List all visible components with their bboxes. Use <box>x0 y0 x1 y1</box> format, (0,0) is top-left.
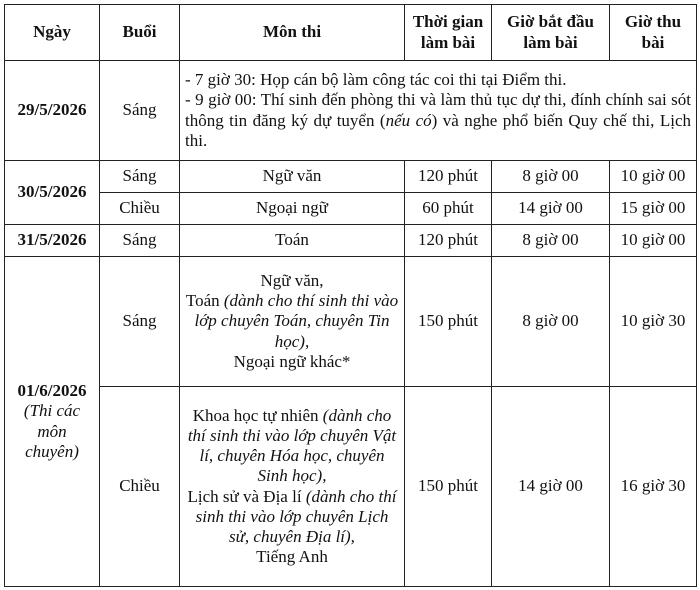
subject-text: Toán <box>185 291 224 311</box>
subject-note: (dành cho thí sinh thi vào lớp chuyên Toán, chuyên Tin học), <box>194 291 399 351</box>
instruction-italic: nếu có <box>385 110 432 130</box>
duration-cell: 120 phút <box>405 161 492 193</box>
subject-note: (dành cho thí sinh thi vào lớp chuyên Vật lí, chuyên Hóa học, chuyên Sinh học), <box>187 406 397 486</box>
duration-cell: 120 phút <box>405 225 492 257</box>
session-cell: Chiều <box>100 193 180 225</box>
date-cell: 30/5/2026 <box>5 161 100 225</box>
end-time-cell: 15 giờ 00 <box>610 193 697 225</box>
table-row <box>5 161 697 193</box>
subject-cell <box>180 257 405 387</box>
end-time-cell: 16 giờ 30 <box>610 387 697 587</box>
header-duration: Thời gian làm bài <box>405 5 492 61</box>
duration-cell: 60 phút <box>405 193 492 225</box>
start-time-cell: 8 giờ 00 <box>492 225 610 257</box>
instruction-line <box>185 90 691 150</box>
subject-note: (dành cho thí sinh thi vào lớp chuyên Lịch sử, chuyên Địa lí), <box>195 486 397 546</box>
header-end-time: Giờ thu bài <box>610 5 697 61</box>
table-row <box>5 225 697 257</box>
end-time-cell: 10 giờ 00 <box>610 225 697 257</box>
date-cell: 31/5/2026 <box>5 225 100 257</box>
subject-cell: Ngoại ngữ <box>180 193 405 225</box>
subject-line: Tiếng Anh <box>256 546 328 566</box>
exam-schedule-table <box>4 4 697 587</box>
subject-line <box>185 291 399 351</box>
duration-cell: 150 phút <box>405 257 492 387</box>
subject-line: Ngữ văn, <box>260 271 324 291</box>
date-note: (Thi các môn chuyên) <box>23 401 81 461</box>
start-time-cell: 14 giờ 00 <box>492 193 610 225</box>
date-cell: 29/5/2026 <box>5 61 100 161</box>
end-time-cell: 10 giờ 00 <box>610 161 697 193</box>
start-time-cell: 8 giờ 00 <box>492 257 610 387</box>
session-cell: Sáng <box>100 257 180 387</box>
instruction-text: - 9 giờ 00: Thí sinh đến phòng thi và làm thủ tục dự thi, đính chính sai sót thông tin đăng ký dự tuyển ( <box>185 90 691 130</box>
subject-line: Ngoại ngữ khác* <box>233 351 351 371</box>
subject-cell: Ngữ văn <box>180 161 405 193</box>
header-subject: Môn thi <box>180 5 405 61</box>
date-cell <box>5 257 100 587</box>
duration-cell: 150 phút <box>405 387 492 587</box>
instructions-cell <box>180 61 697 161</box>
subject-text: Khoa học tự nhiên <box>192 406 323 426</box>
header-start-time: Giờ bắt đầu làm bài <box>492 5 610 61</box>
table-row <box>5 193 697 225</box>
subject-text: Lịch sử và Địa lí <box>187 486 306 506</box>
header-date: Ngày <box>5 5 100 61</box>
header-session: Buổi <box>100 5 180 61</box>
subject-cell <box>180 387 405 587</box>
start-time-cell: 14 giờ 00 <box>492 387 610 587</box>
subject-line <box>185 406 399 486</box>
session-cell: Chiều <box>100 387 180 587</box>
date-text: 01/6/2026 <box>17 381 87 401</box>
instruction-line: - 7 giờ 30: Họp cán bộ làm công tác coi thi tại Điểm thi. <box>185 70 567 90</box>
subject-line <box>185 487 399 547</box>
start-time-cell: 8 giờ 00 <box>492 161 610 193</box>
session-cell: Sáng <box>100 61 180 161</box>
table-row <box>5 387 697 587</box>
header-row <box>5 5 697 61</box>
end-time-cell: 10 giờ 30 <box>610 257 697 387</box>
subject-cell: Toán <box>180 225 405 257</box>
session-cell: Sáng <box>100 225 180 257</box>
table-row <box>5 61 697 161</box>
session-cell: Sáng <box>100 161 180 193</box>
table-row <box>5 257 697 387</box>
instruction-text: ) và nghe phổ biến Quy chế thi, Lịch thi. <box>185 110 691 150</box>
